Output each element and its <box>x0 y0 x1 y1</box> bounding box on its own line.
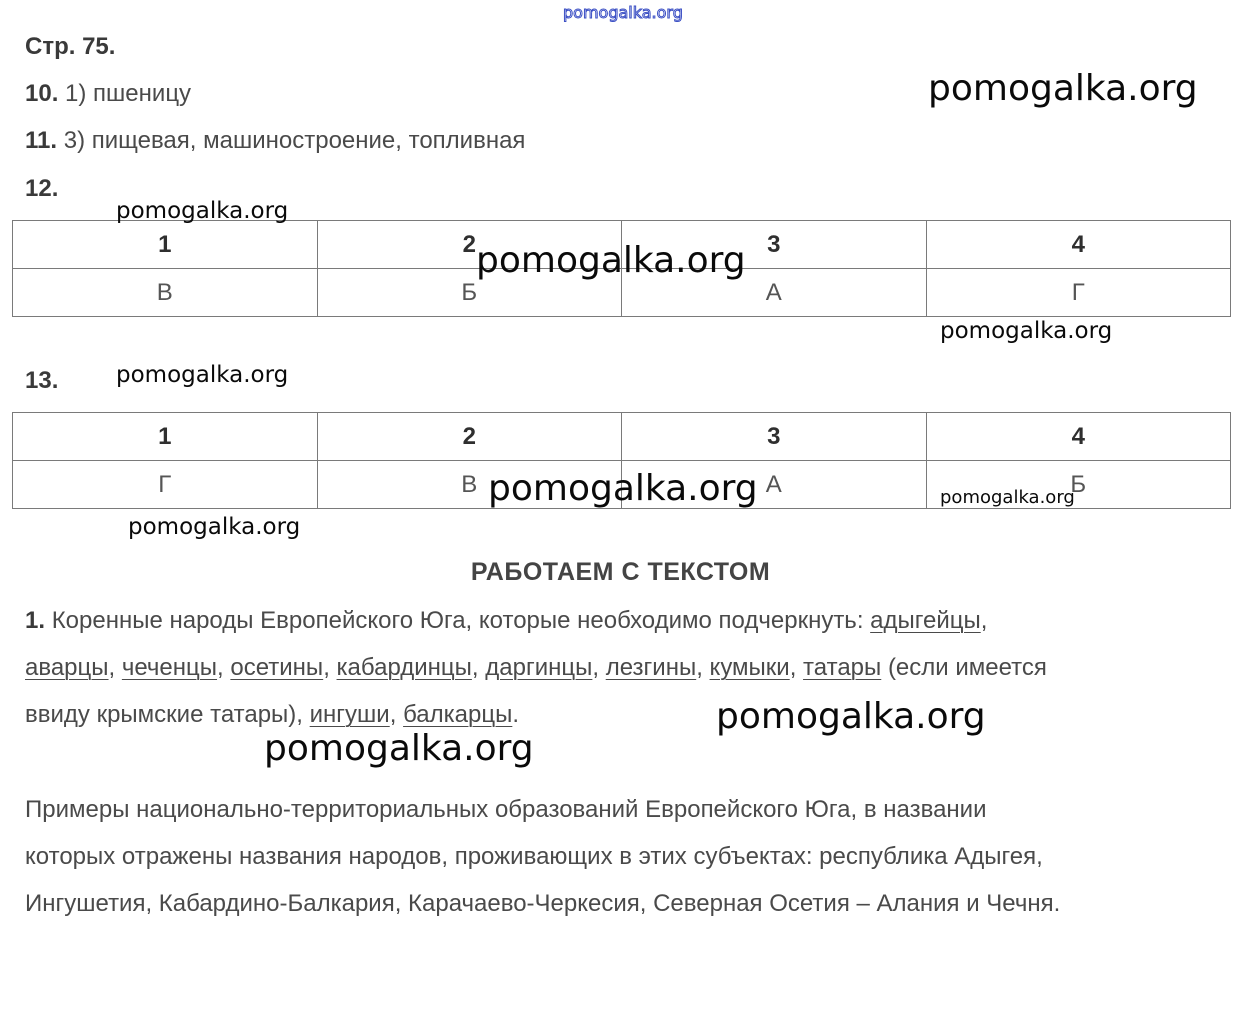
underlined-people: татары <box>803 654 882 681</box>
table-cell: Г <box>13 461 318 509</box>
underlined-people: даргинцы <box>485 654 593 681</box>
underlined-people: кабардинцы <box>336 654 472 681</box>
table-cell: А <box>622 269 927 317</box>
table-header-cell: 2 <box>317 221 622 269</box>
examples-line-1: Примеры национально-территориальных образований Европейского Юга, в названии <box>25 796 987 823</box>
page-reference: Стр. 75. <box>25 33 116 60</box>
table-cell: Б <box>317 269 622 317</box>
table-cell: В <box>317 461 622 509</box>
question-12-number: 12. <box>25 175 59 202</box>
question-number: 10. <box>25 80 59 107</box>
text-task-line-2: аварцы, чеченцы, осетины, кабардинцы, даргинцы, лезгины, кумыки, татары (если имеется <box>25 654 1047 681</box>
watermark: pomogalka.org <box>128 514 301 540</box>
underlined-people: адыгейцы <box>870 607 981 634</box>
underlined-people: балкарцы <box>403 701 513 728</box>
question-10 <box>25 80 191 108</box>
watermark: pomogalka.org <box>488 468 758 509</box>
question-number: 11. <box>25 127 58 154</box>
watermark: pomogalka.org <box>928 68 1198 109</box>
text-task-line-1: 1. Коренные народы Европейского Юга, которые необходимо подчеркнуть: адыгейцы, <box>25 607 988 634</box>
watermark: pomogalka.org <box>476 240 746 281</box>
sentence-end: . <box>512 701 519 728</box>
underlined-people: лезгины <box>605 654 697 681</box>
table-header-cell: 4 <box>926 221 1231 269</box>
watermark: pomogalka.org <box>116 198 289 224</box>
task-intro: Коренные народы Европейского Юга, которые необходимо подчеркнуть: <box>51 607 864 634</box>
answer-text: 3) пищевая, машиностроение, топливная <box>63 127 526 154</box>
section-title: РАБОТАЕМ С ТЕКСТОМ <box>470 558 771 586</box>
table-header-cell: 1 <box>13 413 318 461</box>
watermark: pomogalka.org <box>940 318 1113 344</box>
task-number: 1. <box>25 607 46 634</box>
table-header-cell: 3 <box>622 221 927 269</box>
underlined-people: ингуши <box>309 701 390 728</box>
examples-line-3: Ингушетия, Кабардино-Балкария, Карачаево-Черкесия, Северная Осетия – Алания и Чечня. <box>25 890 1061 917</box>
table-header-row <box>13 413 1231 461</box>
table-header-cell: 4 <box>926 413 1231 461</box>
table-header-cell: 3 <box>622 413 927 461</box>
watermark: pomogalka.org <box>116 362 289 388</box>
table-header-cell: 1 <box>13 221 318 269</box>
underlined-people: чеченцы <box>121 654 218 681</box>
tatars-note: (если имеется <box>887 654 1047 681</box>
underlined-people: аварцы <box>25 654 109 681</box>
text-task-line-3: ввиду крымские татары), ингуши, балкарцы. <box>25 701 519 728</box>
watermark: pomogalka.org <box>940 487 1075 508</box>
examples-line-2: которых отражены названия народов, проживающих в этих субъектах: республика Адыгея, <box>25 843 1043 870</box>
watermark-top: pomogalka.org <box>563 3 683 22</box>
watermark: pomogalka.org <box>716 696 986 737</box>
table-cell: Б <box>926 461 1231 509</box>
question-11 <box>25 127 525 155</box>
table-cell: А <box>622 461 927 509</box>
question-13-number: 13. <box>25 367 59 394</box>
watermark: pomogalka.org <box>264 728 534 769</box>
table-cell: В <box>13 269 318 317</box>
line3-prefix: ввиду крымские татары), <box>25 701 303 728</box>
underlined-people: осетины <box>230 654 324 681</box>
table-cell: Г <box>926 269 1231 317</box>
answer-text: 1) пшеницу <box>65 80 192 107</box>
underlined-people: кумыки <box>709 654 790 681</box>
table-header-cell: 2 <box>317 413 622 461</box>
